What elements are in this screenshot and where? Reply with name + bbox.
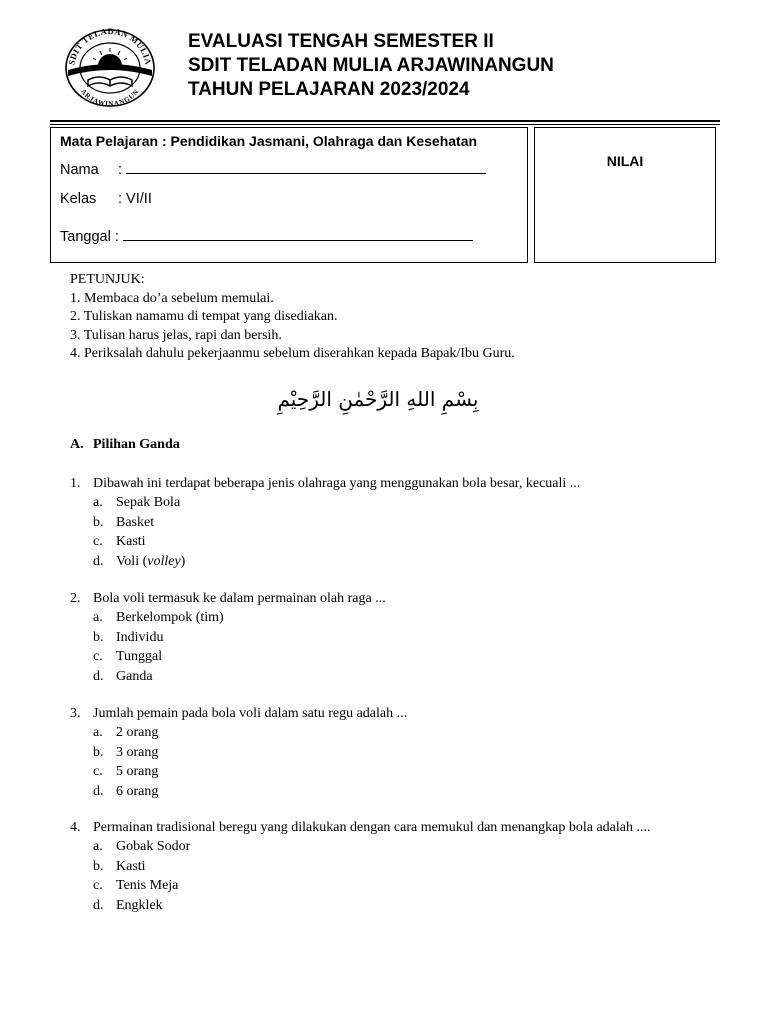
logo-text-bottom: ARJAWINANGUN	[79, 87, 141, 108]
option-letter: c.	[93, 649, 103, 665]
question-2	[70, 589, 386, 686]
question-number: 1.	[70, 476, 81, 491]
option-text: 6 orang	[116, 783, 159, 799]
option-letter: d.	[93, 897, 104, 913]
subject-label: Mata Pelajaran : Pendidikan Jasmani, Olahraga dan Kesehatan	[60, 133, 478, 149]
option-letter: c.	[93, 534, 103, 550]
option-text: 2 orang	[116, 725, 159, 741]
instruction-item: 1. Membaca do’a sebelum memulai.	[70, 290, 274, 306]
option-letter: d.	[93, 783, 104, 799]
basmalah-calligraphy	[262, 380, 494, 416]
instruction-item: 3. Tulisan harus jelas, rapi dan bersih.	[70, 327, 282, 343]
name-field[interactable]	[126, 159, 486, 174]
question-number: 4.	[70, 820, 81, 835]
option-a[interactable]	[70, 608, 386, 627]
option-letter: b.	[93, 514, 104, 530]
basmalah-text: بِسْمِ اللهِ الرَّحْمٰنِ الرَّحِيْمِ	[277, 387, 479, 411]
score-box	[534, 127, 716, 263]
question-1	[70, 474, 580, 571]
option-c[interactable]	[70, 876, 650, 895]
header-divider	[50, 120, 720, 122]
score-label: NILAI	[606, 153, 644, 169]
option-letter: a.	[93, 610, 103, 626]
option-letter: b.	[93, 629, 104, 645]
question-4	[70, 818, 650, 915]
option-text: Sepak Bola	[116, 495, 181, 511]
option-d[interactable]	[70, 667, 386, 686]
question-text: Bola voli termasuk ke dalam permainan olah raga ...	[93, 591, 386, 606]
option-text-italic: volley	[147, 553, 181, 569]
svg-text:ARJAWINANGUN	[79, 88, 141, 108]
instructions-heading: PETUNJUK:	[70, 272, 145, 287]
date-row	[60, 226, 473, 245]
option-d[interactable]	[70, 552, 580, 571]
option-b[interactable]	[70, 628, 386, 647]
option-text: Berkelompok (tim)	[116, 610, 224, 626]
option-b[interactable]	[70, 513, 580, 532]
student-identity-box	[50, 127, 528, 263]
logo-text-top: SDIT TELADAN MULIA	[66, 26, 154, 66]
option-text: Voli (	[116, 553, 148, 569]
option-a[interactable]	[70, 723, 407, 742]
option-text: 5 orang	[116, 764, 159, 780]
section-heading	[70, 437, 180, 453]
question-text: Dibawah ini terdapat beberapa jenis olahraga yang menggunakan bola besar, kecuali ...	[93, 476, 581, 491]
option-c[interactable]	[70, 532, 580, 551]
question-text: Permainan tradisional beregu yang dilakukan dengan cara memukul dan menangkap bola adalah ....	[93, 820, 651, 835]
option-letter: d.	[93, 553, 104, 569]
option-letter: a.	[93, 495, 103, 511]
option-b[interactable]	[70, 743, 407, 762]
name-separator: :	[118, 162, 123, 178]
option-d[interactable]	[70, 896, 650, 915]
instruction-item: 4. Periksalah dahulu pekerjaanmu sebelum diserahkan kepada Bapak/Ibu Guru.	[70, 346, 515, 361]
option-a[interactable]	[70, 837, 650, 856]
school-name: SDIT TELADAN MULIA ARJAWINANGUN	[188, 55, 554, 76]
academic-year: TAHUN PELAJARAN 2023/2024	[188, 79, 470, 100]
option-letter: a.	[93, 725, 103, 741]
option-a[interactable]	[70, 493, 580, 512]
option-b[interactable]	[70, 857, 650, 876]
class-label: Kelas	[60, 191, 97, 207]
date-field[interactable]	[123, 226, 473, 241]
option-text: Kasti	[116, 534, 146, 550]
option-text: Basket	[116, 514, 155, 530]
question-3	[70, 704, 407, 801]
question-number: 2.	[70, 591, 81, 606]
instruction-item: 2. Tuliskan namamu di tempat yang disediakan.	[70, 309, 338, 324]
option-letter: b.	[93, 858, 104, 874]
option-c[interactable]	[70, 647, 386, 666]
option-text: 3 orang	[116, 744, 159, 760]
option-text: Kasti	[116, 858, 146, 874]
class-value: : VI/II	[118, 191, 152, 207]
instructions	[70, 271, 515, 364]
option-text: Engklek	[116, 897, 163, 913]
question-number: 3.	[70, 706, 81, 721]
section-title: Pilihan Ganda	[93, 437, 180, 452]
name-label: Nama	[60, 162, 99, 178]
option-text: Tenis Meja	[116, 878, 179, 894]
school-logo	[62, 26, 158, 108]
option-text: Individu	[116, 629, 164, 645]
option-letter: c.	[93, 764, 103, 780]
option-d[interactable]	[70, 782, 407, 801]
option-letter: b.	[93, 744, 104, 760]
option-letter: c.	[93, 878, 103, 894]
date-label: Tanggal :	[60, 229, 119, 245]
section-letter: A.	[70, 437, 84, 452]
question-text: Jumlah pemain pada bola voli dalam satu regu adalah ...	[93, 706, 408, 721]
option-text: Gobak Sodor	[116, 839, 191, 855]
header-divider-thin	[50, 124, 720, 125]
name-row	[60, 159, 486, 178]
option-text-after: )	[180, 553, 186, 569]
class-row	[60, 191, 152, 207]
option-letter: a.	[93, 839, 103, 855]
option-letter: d.	[93, 668, 104, 684]
option-text: Tunggal	[116, 649, 163, 665]
exam-title: EVALUASI TENGAH SEMESTER II	[188, 31, 494, 52]
option-text: Ganda	[116, 668, 153, 684]
option-c[interactable]	[70, 762, 407, 781]
